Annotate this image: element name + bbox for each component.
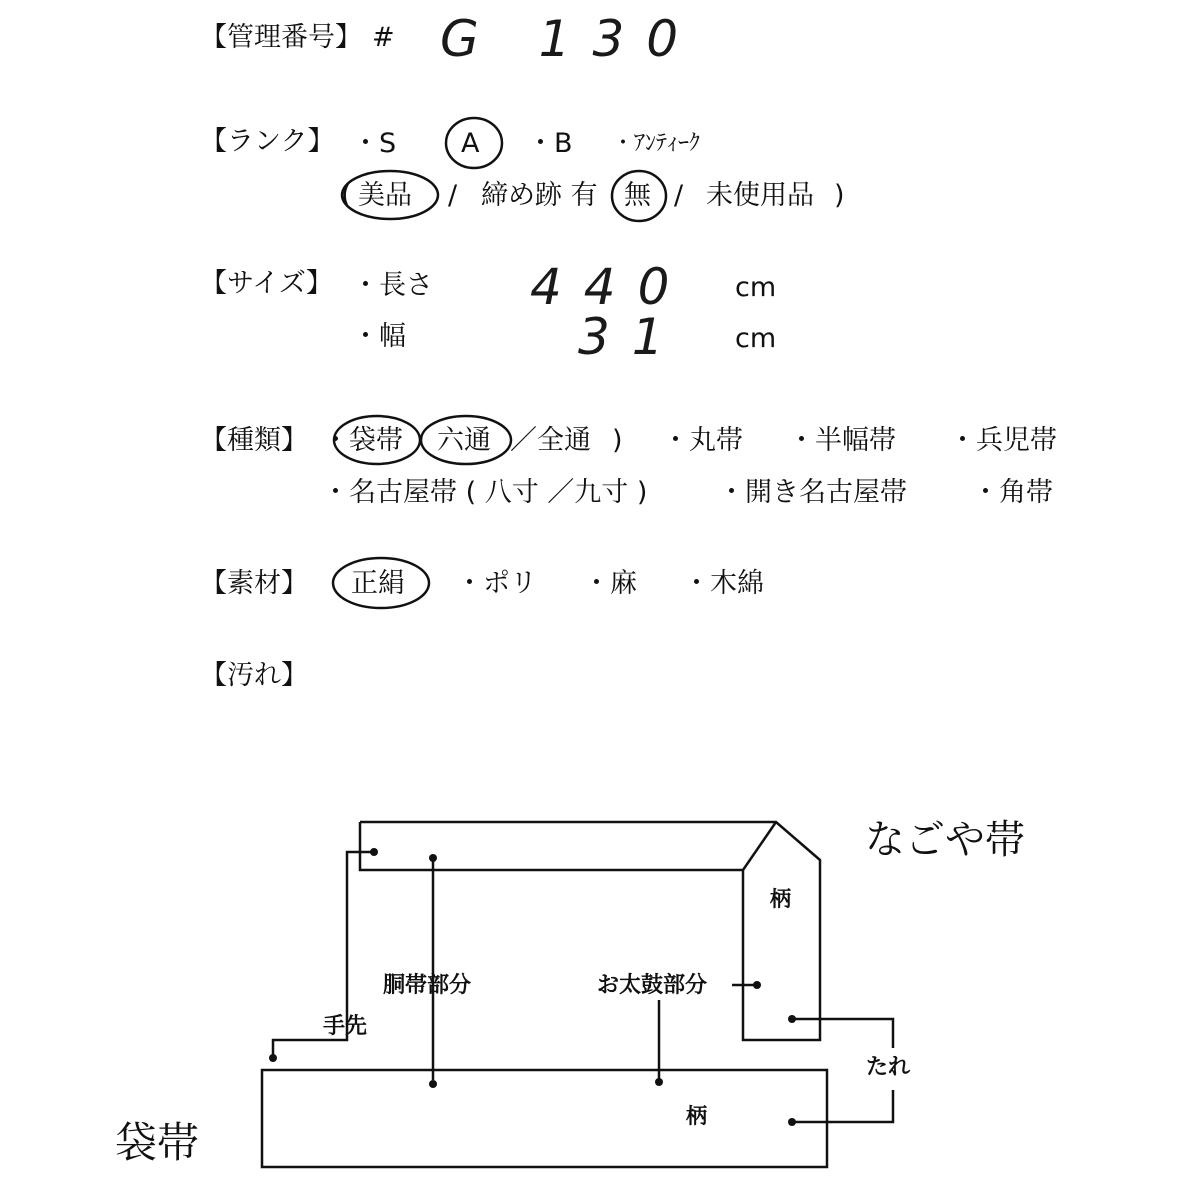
type-maru: ・丸帯 (662, 425, 743, 456)
type-label: 【種類】 (200, 425, 308, 456)
condition-shimeato: 締め跡 有 (481, 180, 598, 211)
mgmt-label: 【管理番号】 (200, 22, 362, 53)
tare-bracket-top (792, 1019, 893, 1048)
stain-label: 【汚れ】 (200, 660, 308, 691)
tare-bracket-bottom (792, 1090, 893, 1122)
mgmt-hash: # (372, 22, 395, 53)
rank-option-antique: ・ｱﾝﾃｨｰｸ (612, 131, 701, 156)
size-length-value: 440 (530, 258, 692, 316)
rank-label: 【ランク】 (200, 126, 335, 157)
gara-bottom-label: 柄 (686, 1104, 707, 1128)
type-bullet: ・ (322, 425, 349, 456)
tare-label: たれ (866, 1055, 911, 1080)
condition-close-paren: ) (834, 180, 845, 211)
tesaki-label: 手先 (323, 1014, 368, 1039)
fukuro-obi-title: 袋帯 (115, 1118, 200, 1167)
material-poly: ・ポリ (456, 568, 537, 599)
size-length-unit: cm (735, 272, 777, 303)
shoken-circle (333, 558, 429, 608)
nagoya-obi-title: なごや帯 (865, 817, 1025, 863)
obi-diagram (262, 822, 893, 1167)
gara-top-label: 柄 (770, 887, 791, 911)
material-shoken: 正絹 (351, 568, 405, 599)
condition-nashi: 無 (624, 180, 651, 211)
rank-option-a: A (461, 128, 480, 159)
mgmt-value: G 130 (440, 10, 701, 68)
rank-option-b: ・B (527, 128, 573, 159)
condition-open-paren: ( (341, 180, 352, 211)
condition-slash-1: / (448, 180, 458, 211)
dotai-label: 胴帯部分 (383, 973, 472, 998)
size-label: 【サイズ】 (200, 268, 333, 299)
size-length-label: ・長さ (352, 270, 433, 301)
type-rokutsu: 六通 (437, 425, 491, 456)
type-close-paren: ) (612, 425, 623, 456)
material-asa: ・麻 (583, 568, 637, 599)
type-hanhaba: ・半幅帯 (788, 425, 896, 456)
type-zentsu: ／全通 (510, 425, 591, 456)
condition-bihin: 美品 (358, 180, 412, 211)
rank-option-s: ・S (352, 128, 397, 159)
type-nagoya: ・名古屋帯 ( 八寸 ／九寸 ) (322, 477, 648, 508)
rokutsu-circle (421, 416, 511, 464)
type-heko: ・兵児帯 (949, 425, 1057, 456)
condition-slash-2: / (674, 180, 684, 211)
size-width-unit: cm (735, 323, 777, 354)
condition-unused: 未使用品 (706, 180, 814, 211)
size-width-label: ・幅 (352, 321, 406, 352)
size-width-value: 31 (578, 308, 686, 366)
fukuro-circle (334, 416, 420, 464)
nagoya-obi-outline (360, 822, 820, 1040)
bihin-circle (342, 171, 438, 219)
material-momen: ・木綿 (683, 568, 764, 599)
type-hiraki-nagoya: ・開き名古屋帯 (718, 477, 907, 508)
type-fukuro: 袋帯 (349, 425, 403, 456)
fukuro-obi-outline (262, 1070, 827, 1167)
material-label: 【素材】 (200, 568, 308, 599)
nashi-circle (612, 171, 666, 221)
type-kaku: ・角帯 (972, 477, 1053, 508)
otaiko-label: お太鼓部分 (597, 973, 708, 998)
rank-a-circle (446, 118, 502, 168)
